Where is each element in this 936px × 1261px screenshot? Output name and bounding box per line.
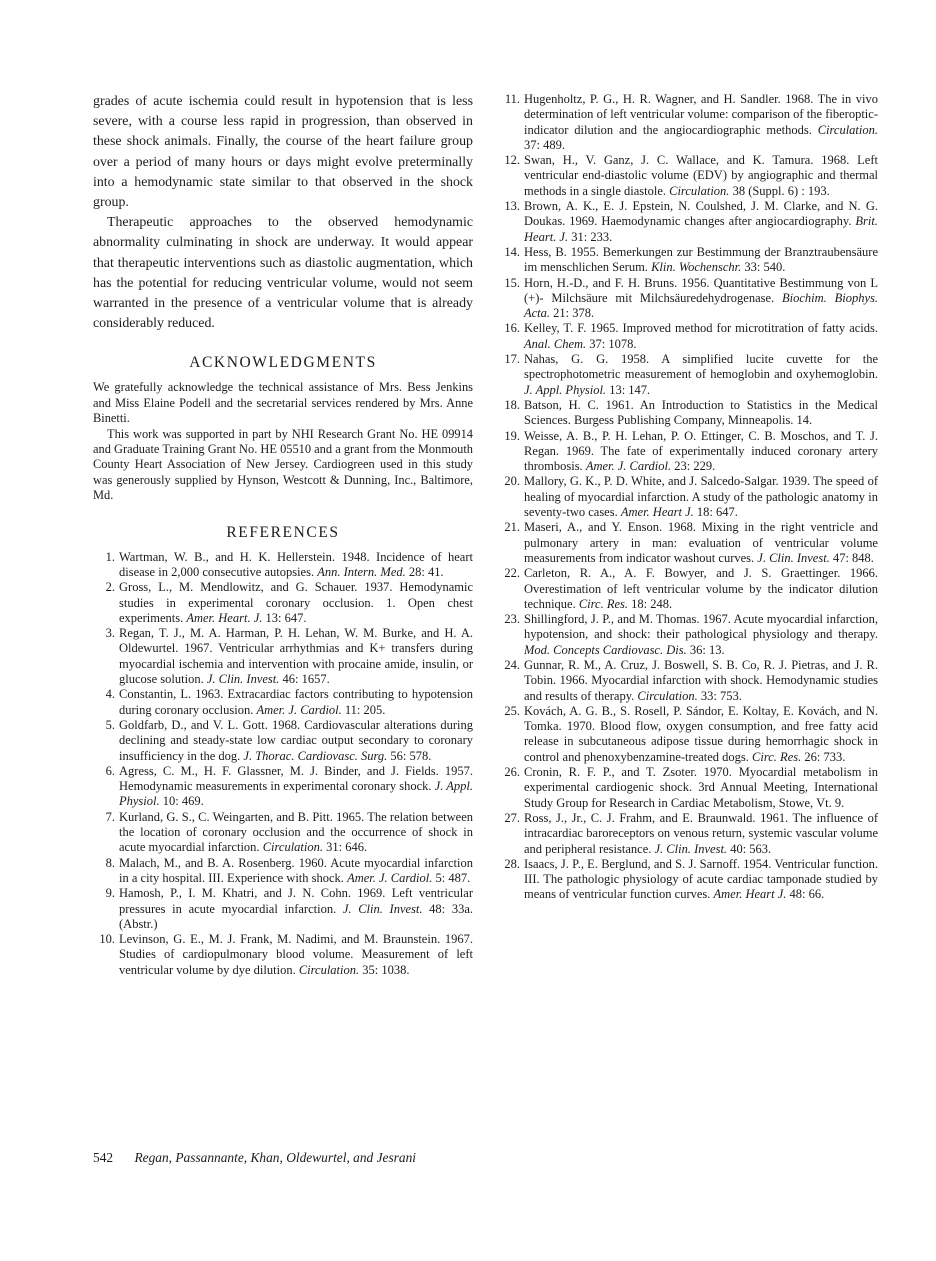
reference-journal: J. Clin. Invest. bbox=[206, 672, 280, 687]
reference-list bbox=[498, 92, 878, 903]
reference-journal: Mod. Concepts Cardiovasc. Dis. bbox=[524, 642, 687, 657]
reference-citation: 56: 578. bbox=[387, 748, 432, 763]
reference-journal: Circulation. bbox=[637, 688, 698, 703]
reference-citation: 48: 33a. (Abstr.) bbox=[119, 901, 473, 931]
reference-text: Hugenholtz, P. G., H. R. Wagner, and H. Sandler. 1968. The in vivo determination of left ventricular volume: comparison of the fiberoptic-indicator dilution and the angiocardiographic methods. bbox=[524, 92, 878, 137]
reference-item bbox=[93, 550, 473, 581]
reference-text: Carleton, R. A., A. F. Bowyer, and J. S. Graettinger. 1966. Overestimation of left ventricular volume by the indicator dilution technique. bbox=[524, 566, 878, 611]
reference-journal: J. Clin. Invest. bbox=[342, 901, 423, 916]
reference-item bbox=[498, 199, 878, 245]
references-heading: REFERENCES bbox=[226, 523, 340, 541]
reference-item bbox=[498, 857, 878, 903]
reference-text: Wartman, W. B., and H. K. Hellerstein. 1948. Incidence of heart disease in 2,000 consecutive autopsies. bbox=[119, 549, 473, 579]
reference-text: Brown, A. K., E. J. Epstein, N. Coulshed, J. M. Clarke, and N. G. Doukas. 1969. Haemodynamic changes after angiocardiography. bbox=[524, 199, 878, 229]
reference-journal: Circulation. bbox=[262, 840, 323, 855]
reference-journal: Circulation. bbox=[298, 962, 360, 977]
reference-item bbox=[498, 321, 878, 352]
reference-item bbox=[93, 626, 473, 687]
reference-text: Isaacs, J. P., E. Berglund, and S. J. Sarnoff. 1954. Ventricular function. III. The pathologic physiology of acute cardiac tamponade studied by means of ventricular function curves. bbox=[524, 856, 878, 902]
reference-citation: 48: 66. bbox=[786, 887, 825, 902]
reference-number: 4. bbox=[105, 687, 115, 702]
reference-citation: 28: 41. bbox=[405, 564, 444, 579]
reference-item bbox=[498, 245, 878, 276]
reference-number: 13. bbox=[504, 199, 520, 214]
reference-number: 10. bbox=[99, 932, 115, 947]
reference-citation: 13: 647. bbox=[262, 610, 307, 625]
reference-number: 12. bbox=[504, 153, 520, 168]
reference-number: 21. bbox=[504, 520, 520, 535]
reference-journal: Amer. J. Cardiol. bbox=[256, 702, 342, 717]
reference-number: 25. bbox=[504, 703, 520, 718]
reference-journal: Amer. J. Cardiol. bbox=[347, 870, 433, 885]
reference-number: 7. bbox=[105, 809, 115, 824]
reference-text: Gunnar, R. M., A. Cruz, J. Boswell, S. B. Co, R. J. Pietras, and J. R. Tobin. 1966. Myocardial infarction with shock. Hemodynamic studies and results of therapy. bbox=[524, 657, 878, 703]
reference-citation: 40: 563. bbox=[727, 841, 772, 856]
reference-journal: Klin. Wochenschr. bbox=[651, 260, 742, 275]
reference-text: Horn, H.-D., and F. H. Bruns. 1956. Quantitative Bestimmung von L (+)- Milchsäure mit Milchsäuredehydrogenase. bbox=[524, 275, 878, 305]
reference-number: 14. bbox=[504, 244, 520, 259]
reference-journal: J. Clin. Invest. bbox=[757, 550, 830, 565]
acknowledgment-paragraph: This work was supported in part by NHI Research Grant No. HE 09914 and Graduate Training Grant No. HE 05510 and a grant from the Monmouth County Heart Association of New Jersey. Cardiogreen used in this study was generously supplied by Hynson, Westcott & Dunning, Inc., Baltimore, Md. bbox=[93, 426, 473, 503]
reference-text: Nahas, G. G. 1958. A simplified lucite cuvette for the spectrophotometric measurement of hemoglobin and oxyhemoglobin. bbox=[524, 352, 878, 382]
reference-text: Ross, J., Jr., C. J. Frahm, and E. Braunwald. 1961. The influence of intracardiac baroreceptors on venous return, systemic vascular volume and peripheral resistance. bbox=[524, 810, 878, 856]
reference-text: Mallory, G. K., P. D. White, and J. Salcedo-Salgar. 1939. The speed of healing of myocardial infarction. A study of the pathologic anatomy in seventy-two cases. bbox=[524, 474, 878, 520]
reference-item bbox=[498, 765, 878, 811]
reference-text: Malach, M., and B. A. Rosenberg. 1960. Acute myocardial infarction in a city hospital. III. Experience with shock. bbox=[119, 855, 473, 885]
reference-number: 16. bbox=[504, 321, 520, 336]
reference-number: 17. bbox=[504, 352, 520, 367]
reference-number: 28. bbox=[504, 856, 520, 871]
reference-citation: 36: 13. bbox=[686, 642, 725, 657]
reference-text: Agress, C. M., H. F. Glassner, M. J. Binder, and J. Fields. 1957. Hemodynamic measurements in experimental coronary shock. bbox=[119, 763, 473, 794]
reference-item bbox=[498, 474, 878, 520]
reference-journal: J. Clin. Invest. bbox=[654, 841, 728, 856]
reference-citation: 18: 647. bbox=[693, 505, 738, 520]
reference-citation: 37: 1078. bbox=[586, 336, 637, 351]
reference-item bbox=[498, 276, 878, 322]
reference-text: Shillingford, J. P., and M. Thomas. 1967. Acute myocardial infarction, hypotension, and shock: their pathological physiology and therapy. bbox=[524, 612, 878, 642]
reference-text: Constantin, L. 1963. Extracardiac factors contributing to hypotension during coronary occlusion. bbox=[119, 687, 473, 717]
reference-citation: 23: 229. bbox=[671, 459, 716, 474]
reference-text: Hess, B. 1955. Bemerkungen zur Bestimmung der Branztraubensäure im menschlichen Serum. bbox=[524, 244, 878, 275]
reference-journal: J. Thorac. Cardiovasc. Surg. bbox=[243, 748, 388, 763]
reference-journal: Circ. Res. bbox=[578, 596, 629, 611]
reference-journal: Circ. Res. bbox=[752, 749, 802, 764]
reference-number: 23. bbox=[504, 612, 520, 627]
reference-journal: Brit. Heart. J. bbox=[524, 214, 878, 244]
right-column bbox=[498, 92, 878, 903]
reference-text: Batson, H. C. 1961. An Introduction to Statistics in the Medical Sciences. Burgess Publishing Company, Minneapolis. 14. bbox=[524, 397, 878, 428]
reference-text: Kurland, G. S., C. Weingarten, and B. Pitt. 1965. The relation between the location of coronary occlusion and the occurrence of shock in acute myocardial infarction. bbox=[119, 809, 473, 855]
reference-item bbox=[93, 810, 473, 856]
reference-citation: 37: 489. bbox=[524, 137, 565, 152]
reference-number: 15. bbox=[504, 275, 520, 290]
reference-citation: 35: 1038. bbox=[359, 962, 410, 977]
reference-number: 26. bbox=[504, 765, 520, 780]
reference-citation: 21: 378. bbox=[550, 306, 595, 321]
reference-number: 20. bbox=[504, 474, 520, 489]
reference-item bbox=[93, 764, 473, 810]
reference-journal: Ann. Intern. Med. bbox=[317, 564, 406, 579]
reference-item bbox=[93, 856, 473, 887]
reference-item bbox=[498, 520, 878, 566]
reference-text: Hamosh, P., I. M. Khatri, and J. N. Cohn. 1969. Left ventricular pressures in acute myocardial infarction. bbox=[119, 886, 473, 916]
reference-item bbox=[498, 658, 878, 704]
reference-text: Kovách, A. G. B., S. Rosell, P. Sándor, E. Koltay, E. Kovách, and N. Tomka. 1970. Blood flow, oxygen consumption, and free fatty acid release in subcutaneous adipose tissue during hemorrhagic shock in control and phenoxybenzamine-treated dogs. bbox=[524, 703, 878, 764]
reference-citation: 33: 540. bbox=[741, 260, 786, 275]
reference-text: Gross, L., M. Mendlowitz, and G. Schauer. 1937. Hemodynamic studies in experimental coronary occlusion. 1. Open chest experiments. bbox=[119, 580, 473, 625]
reference-journal: Circulation. bbox=[669, 183, 730, 198]
reference-item bbox=[498, 153, 878, 199]
reference-item bbox=[93, 580, 473, 626]
reference-number: 18. bbox=[504, 397, 520, 412]
reference-citation: 10: 469. bbox=[159, 794, 204, 809]
reference-item bbox=[498, 704, 878, 765]
reference-text: Goldfarb, D., and V. L. Gott. 1968. Cardiovascular alterations during declining and steady-state low cardiac output secondary to coronary insufficiency in the dog. bbox=[119, 717, 473, 763]
reference-item bbox=[498, 566, 878, 612]
reference-citation: 33: 753. bbox=[697, 688, 742, 703]
reference-citation: 31: 233. bbox=[568, 229, 613, 244]
reference-number: 24. bbox=[504, 657, 520, 672]
reference-text: Regan, T. J., M. A. Harman, P. H. Lehan, W. M. Burke, and H. A. Oldewurtel. 1967. Ventricular arrhythmias and K+ transfers during myocardial ischemia and intervention with procaine amide, insulin, or glucose solution. bbox=[119, 626, 473, 687]
reference-citation: 38 (Suppl. 6) : 193. bbox=[729, 183, 830, 198]
left-column bbox=[93, 92, 473, 978]
reference-number: 3. bbox=[105, 626, 115, 641]
acknowledgments-heading: ACKNOWLEDGMENTS bbox=[189, 354, 377, 372]
reference-journal: Anal. Chem. bbox=[524, 336, 587, 351]
reference-item bbox=[498, 352, 878, 398]
reference-text: Maseri, A., and Y. Enson. 1968. Mixing in the right ventricle and pulmonary artery in man: evaluation of ventricular volume measurements from indicator washout curves. bbox=[524, 520, 878, 565]
reference-number: 6. bbox=[105, 763, 115, 778]
reference-number: 19. bbox=[504, 428, 520, 443]
acknowledgment-paragraph: We gratefully acknowledge the technical assistance of Mrs. Bess Jenkins and Miss Elaine Podell and the secretarial services rendered by Mrs. Anne Binetti. bbox=[93, 380, 473, 426]
reference-number: 11. bbox=[504, 92, 520, 106]
reference-citation: 47: 848. bbox=[829, 550, 874, 565]
reference-item bbox=[93, 886, 473, 932]
page-footer bbox=[93, 1150, 416, 1166]
reference-journal: Circulation. bbox=[817, 122, 878, 137]
reference-number: 2. bbox=[105, 580, 115, 595]
page-number: 542 bbox=[93, 1150, 114, 1165]
reference-item bbox=[498, 92, 878, 153]
reference-journal: Amer. Heart. J. bbox=[186, 610, 263, 625]
reference-text: Kelley, T. F. 1965. Improved method for microtitration of fatty acids. bbox=[524, 321, 878, 336]
reference-citation: 31: 646. bbox=[323, 840, 368, 855]
reference-journal: J. Appl. Physiol. bbox=[524, 382, 607, 397]
reference-item bbox=[498, 612, 878, 658]
reference-number: 22. bbox=[504, 566, 520, 581]
reference-text: Swan, H., V. Ganz, J. C. Wallace, and K. Tamura. 1968. Left ventricular end-diastolic volume (EDV) by angiographic and thermal methods in a single diastole. bbox=[524, 153, 878, 198]
reference-journal: Biochim. Biophys. Acta. bbox=[524, 290, 879, 321]
reference-item bbox=[498, 429, 878, 475]
reference-journal: J. Appl. Physiol. bbox=[119, 779, 473, 809]
body-paragraph: grades of acute ischemia could result in hypotension that is less severe, with a course less rapid in progression, than observed in these shock animals. Finally, the course of the heart failure group over a period of many hours or days might evolve preterminally into a hemodynamic state similar to that observed in the shock group. bbox=[93, 94, 473, 211]
running-authors: Regan, Passannante, Khan, Oldewurtel, and Jesrani bbox=[134, 1150, 417, 1165]
body-paragraph: Therapeutic approaches to the observed hemodynamic abnormality culminating in shock are underway. It would appear that therapeutic interventions such as diastolic augmentation, which has the potential for reducing ventricular volume, would not seem warranted in the presence of a ventricular volume that is already considerably reduced. bbox=[93, 215, 473, 332]
reference-item bbox=[498, 398, 878, 429]
reference-item bbox=[93, 932, 473, 978]
reference-number: 8. bbox=[105, 855, 115, 870]
reference-number: 27. bbox=[504, 810, 520, 825]
reference-item bbox=[93, 718, 473, 764]
reference-item bbox=[93, 687, 473, 718]
reference-citation: 11: 205. bbox=[341, 702, 386, 717]
reference-citation: 13: 147. bbox=[606, 382, 651, 397]
reference-number: 5. bbox=[105, 717, 115, 732]
reference-journal: Amer. J. Cardiol. bbox=[585, 459, 672, 474]
reference-list bbox=[93, 550, 473, 978]
reference-text: Cronin, R. F. P., and T. Zsoter. 1970. Myocardial metabolism in experimental cardiogenic shock. 3rd Annual Meeting, International Study Group for Research in Cardiac Metabolism, Stowe, Vt. 9. bbox=[524, 765, 878, 810]
reference-text: Levinson, G. E., M. J. Frank, M. Nadimi, and M. Braunstein. 1967. Studies of cardiopulmonary blood volume. Measurement of left ventricular volume by dye dilution. bbox=[119, 932, 473, 977]
reference-text: Weisse, A. B., P. H. Lehan, P. O. Ettinger, C. B. Moschos, and T. J. Regan. 1969. The fate of experimentally induced coronary artery thrombosis. bbox=[524, 428, 878, 474]
reference-number: 9. bbox=[105, 886, 115, 901]
reference-citation: 5: 487. bbox=[432, 870, 471, 885]
reference-citation: 46: 1657. bbox=[279, 672, 330, 687]
reference-journal: Amer. Heart J. bbox=[620, 505, 694, 520]
reference-number: 1. bbox=[105, 549, 115, 564]
reference-citation: 26: 733. bbox=[801, 749, 846, 764]
reference-journal: Amer. Heart J. bbox=[713, 887, 787, 902]
reference-citation: 18: 248. bbox=[628, 596, 673, 611]
reference-item bbox=[498, 811, 878, 857]
